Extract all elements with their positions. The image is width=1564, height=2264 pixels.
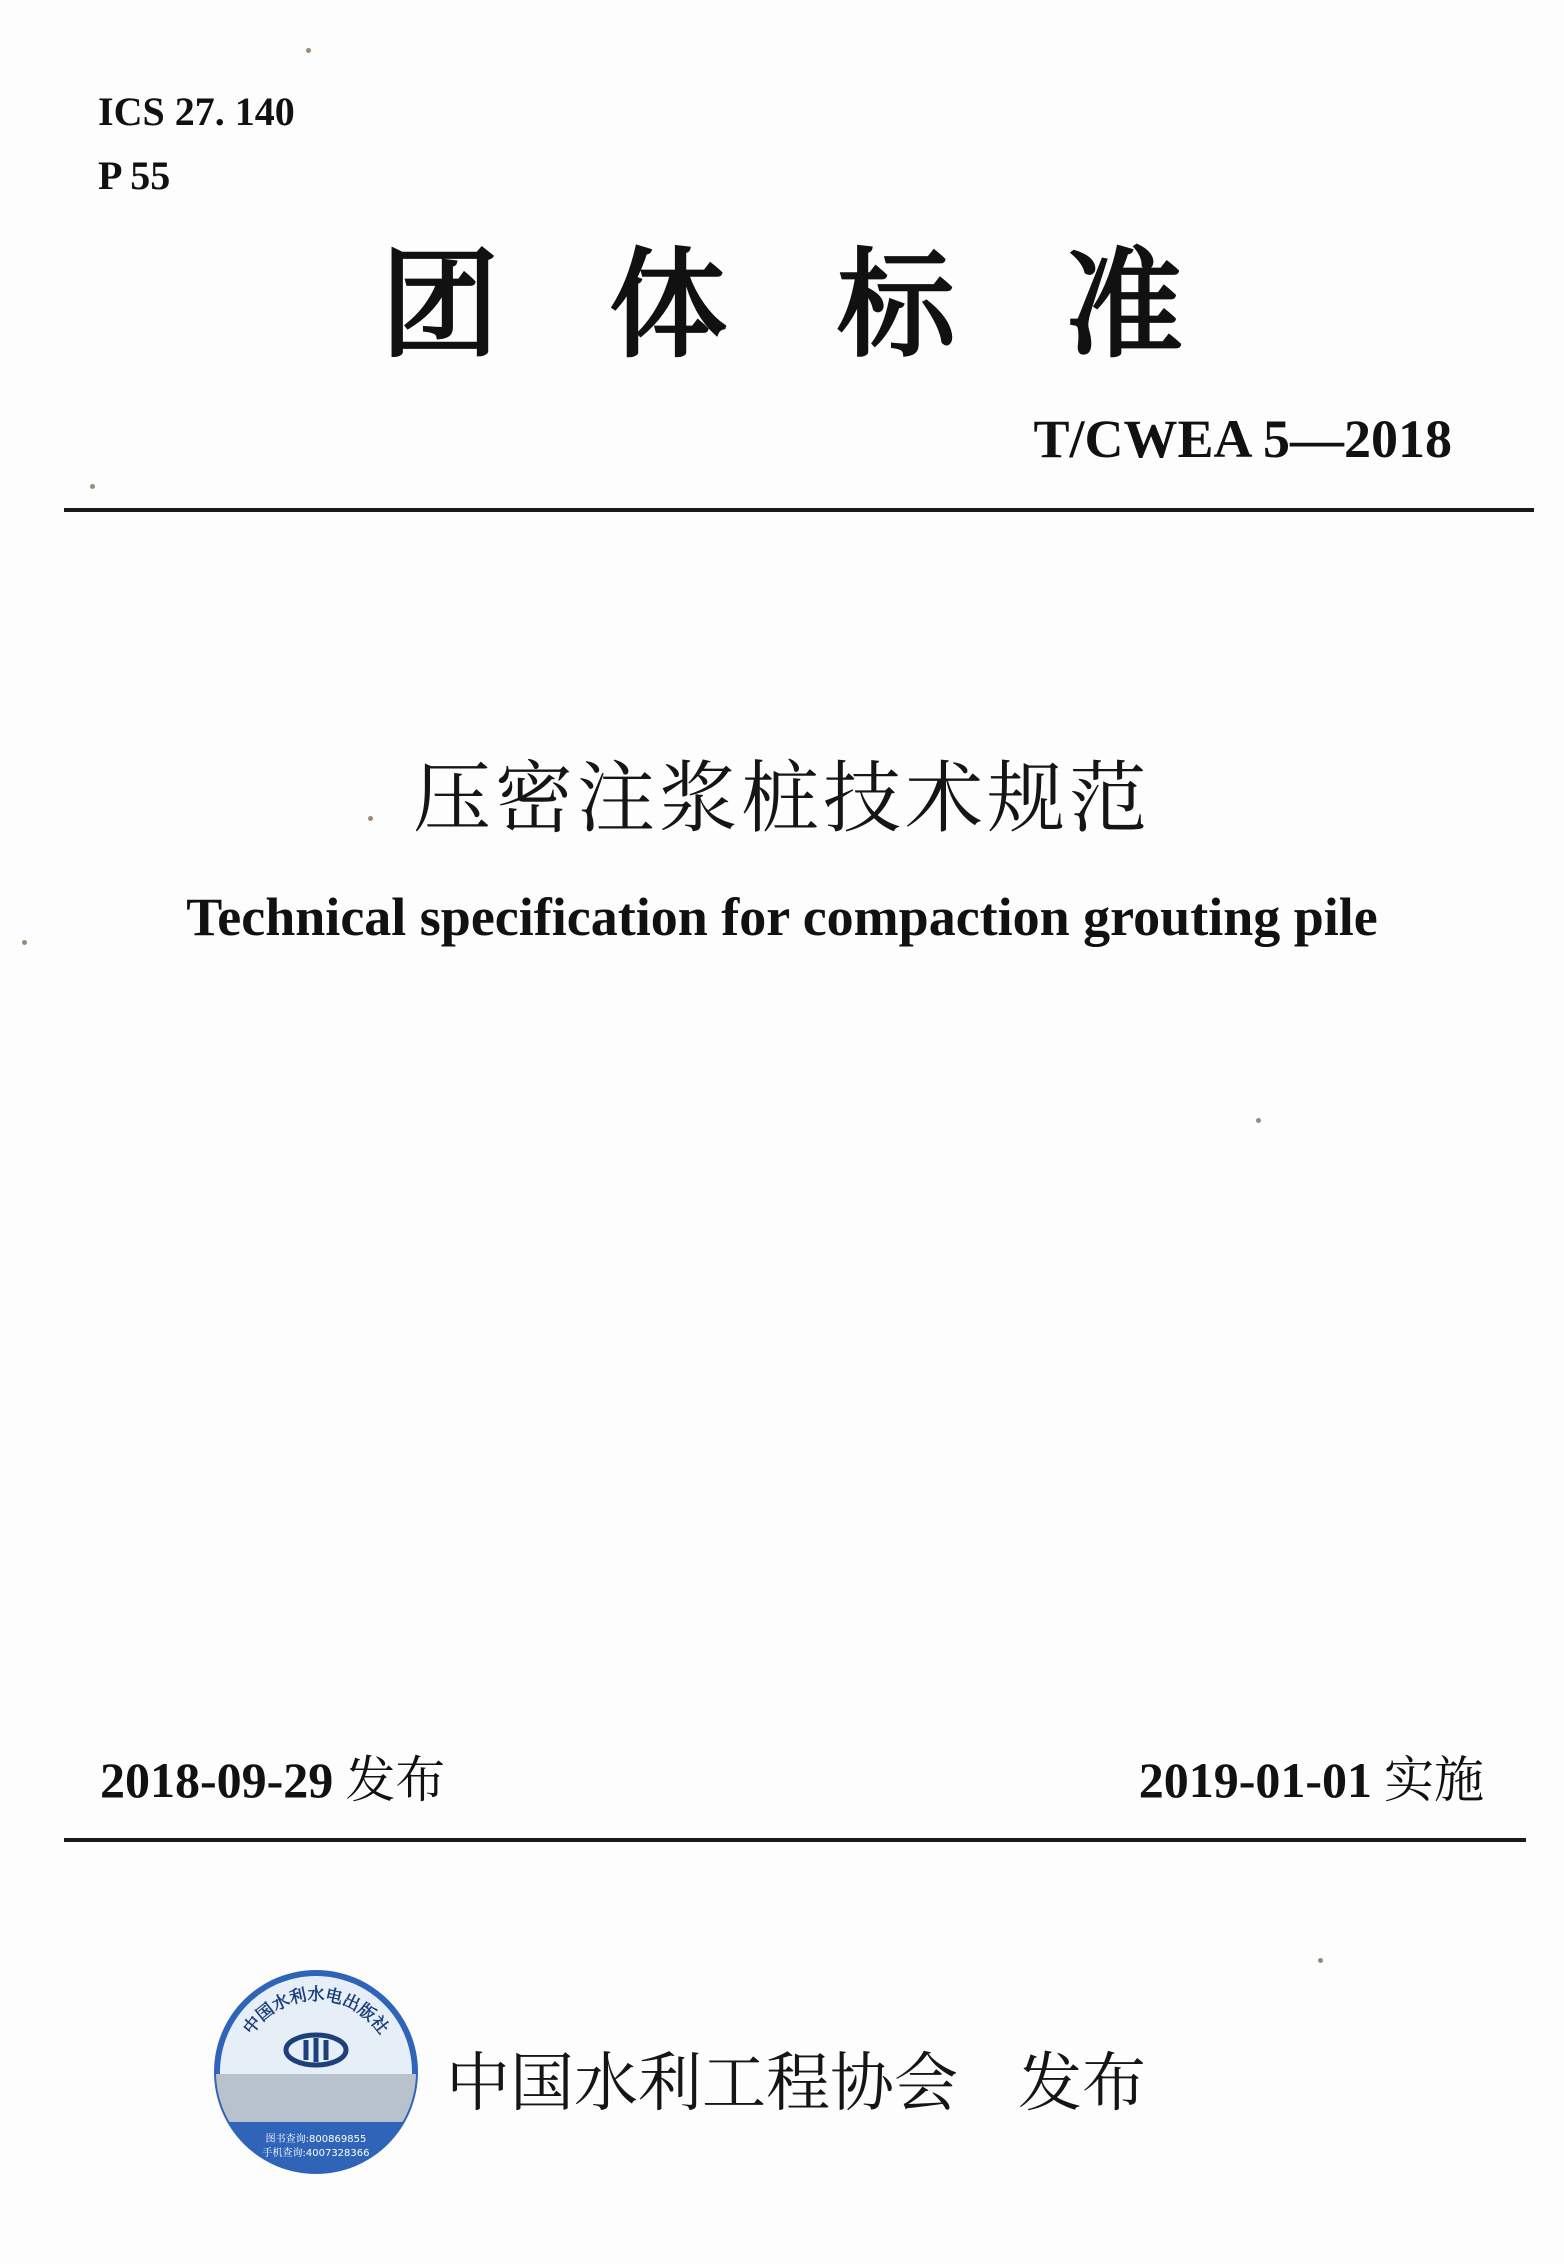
seal-line-2: 手机查询:4007328366 bbox=[262, 2148, 370, 2159]
seal-ring-textpath: 中国水利水电出版社 bbox=[239, 1985, 393, 2039]
publisher-name: 中国水利工程协会 bbox=[446, 2047, 958, 2121]
seal-silver-band bbox=[210, 2074, 422, 2122]
top-divider bbox=[64, 508, 1534, 512]
implement-label: 实施 bbox=[1384, 1751, 1484, 1809]
scan-speck bbox=[90, 484, 95, 489]
ics-code: ICS 27. 140 bbox=[98, 89, 295, 134]
standard-type-heading: 团体标准 bbox=[380, 236, 1293, 374]
scan-speck bbox=[368, 816, 373, 821]
seal-line-1: 图书查询:800869855 bbox=[265, 2134, 367, 2145]
issue-date-line bbox=[100, 1740, 445, 1812]
publisher-line bbox=[446, 2032, 1146, 2124]
anti-counterfeit-seal-icon bbox=[210, 1966, 422, 2178]
title-chinese: 压密注浆桩技术规范 bbox=[412, 754, 1151, 844]
issue-date: 2018-09-29 bbox=[100, 1752, 334, 1808]
standard-number: T/CWEA 5—2018 bbox=[1033, 409, 1452, 469]
ccs-code: P 55 bbox=[98, 153, 171, 198]
implement-date-line bbox=[1139, 1740, 1484, 1812]
title-english: Technical specification for compaction grouting pile bbox=[186, 887, 1378, 947]
bottom-divider bbox=[64, 1838, 1526, 1842]
classification-codes bbox=[98, 80, 295, 208]
publisher-suffix: 发布 bbox=[1018, 2047, 1146, 2121]
scan-speck bbox=[22, 940, 27, 945]
scan-speck bbox=[306, 48, 311, 53]
scan-speck bbox=[1256, 1118, 1261, 1123]
issue-label: 发布 bbox=[345, 1751, 446, 1809]
implement-date: 2019-01-01 bbox=[1138, 1752, 1372, 1808]
scan-speck bbox=[1318, 1958, 1323, 1963]
